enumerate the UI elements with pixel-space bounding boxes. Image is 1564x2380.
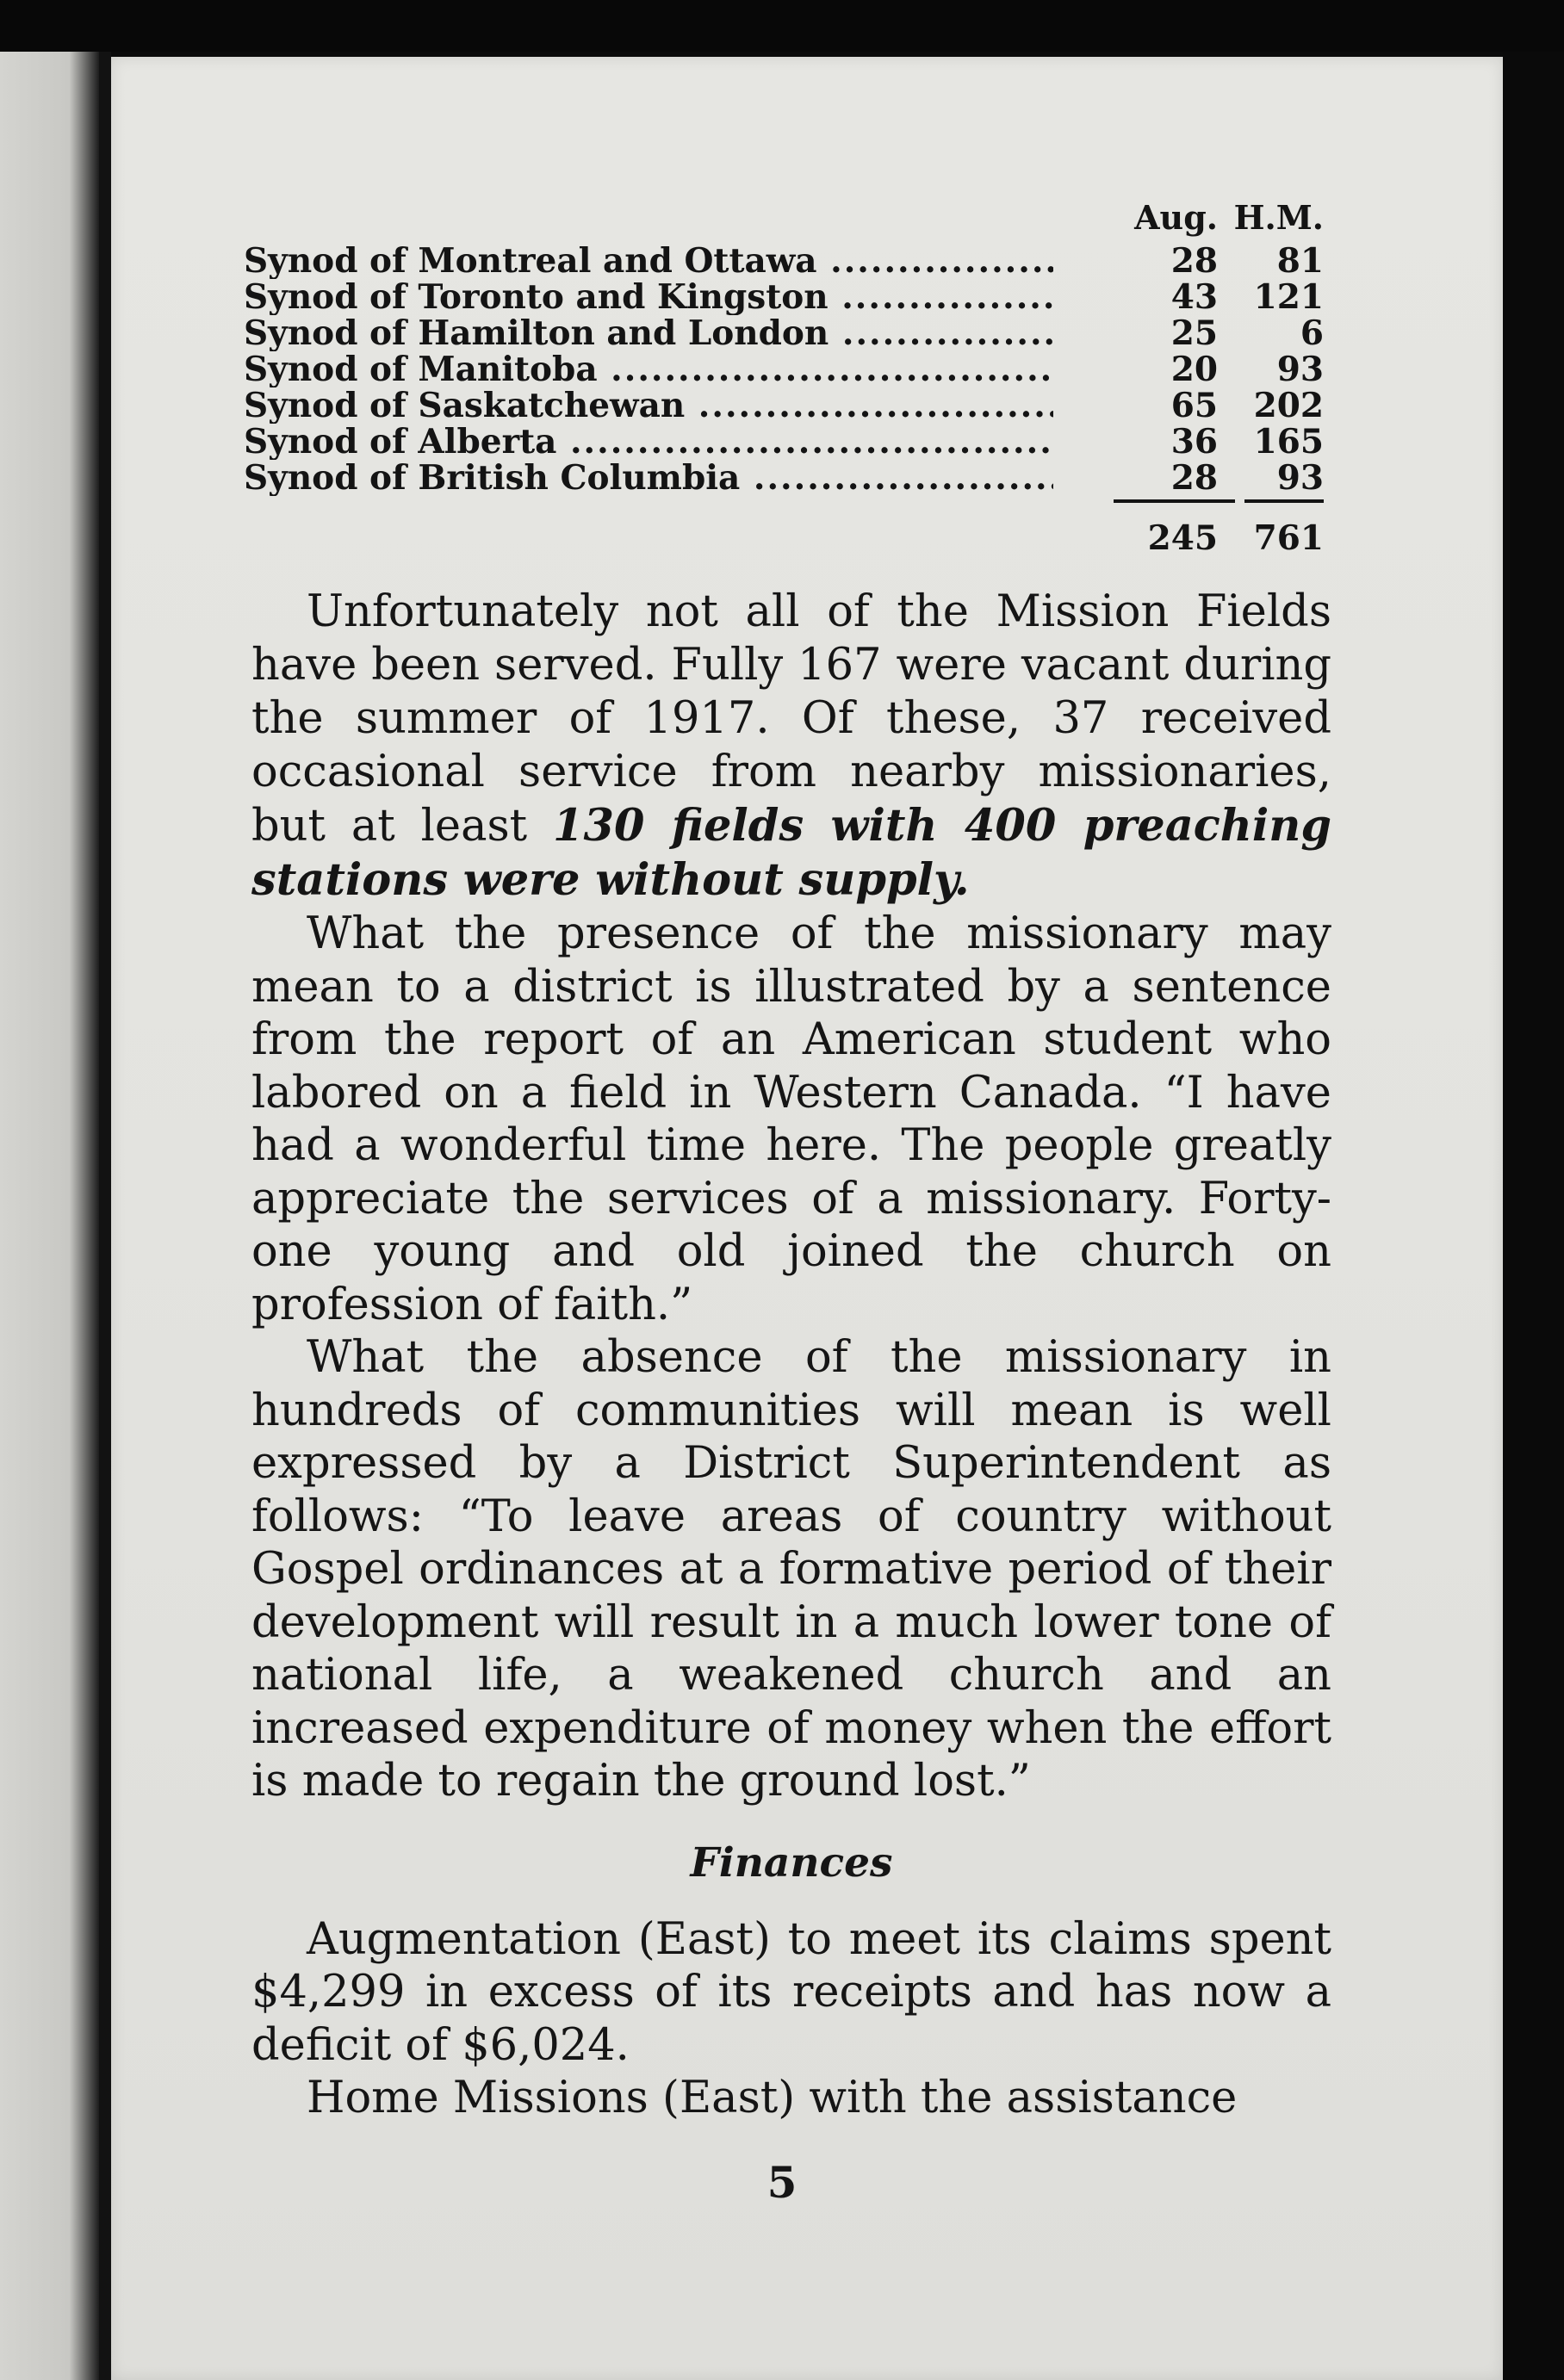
table-row <box>244 424 1324 460</box>
table-row <box>244 351 1324 387</box>
paragraph-absence: What the absence of the missionary in hundreds of communities will mean is well expressed by a District Superintendent as follows: “To leave areas of country without Gospel ordinances at a formative period of their development will result in a much lower tone of national life, a weakened church and an increased expenditure of money when the effort is made to regain the ground lost.” <box>251 1332 1331 1807</box>
paragraph-augmentation: Augmentation (East) to meet its claims spent $4,299 in excess of its receipts and has now a deficit of $6,024. <box>251 1913 1331 2071</box>
synod-name: Synod of British Columbia ..... <box>244 460 1053 496</box>
aug-total: 245 <box>1147 518 1218 558</box>
synod-name: Synod of Manitoba ..... <box>244 351 1053 387</box>
page-number: 5 <box>766 2157 798 2208</box>
table-row <box>244 387 1324 424</box>
aug-count: 28 <box>1170 241 1218 281</box>
hm-total-rule <box>1244 499 1324 503</box>
table-row <box>244 460 1324 496</box>
paragraph-vacant-fields <box>251 586 1331 908</box>
scan-right-border <box>1503 52 1564 2380</box>
synod-name: Synod of Saskatchewan ..... <box>244 387 1053 424</box>
hm-total: 761 <box>1253 518 1324 558</box>
paragraph-home-missions: Home Missions (East) with the assistance <box>307 2073 1238 2123</box>
hm-count: 6 <box>1300 313 1324 353</box>
aug-count: 36 <box>1170 422 1218 462</box>
aug-count: 65 <box>1170 386 1218 425</box>
synod-name: Synod of Montreal and Ottawa ..... <box>244 243 1053 279</box>
table-row <box>244 315 1324 351</box>
facing-page-edge <box>0 52 99 2380</box>
synod-name: Synod of Hamilton and London ..... <box>244 315 1053 351</box>
synod-name: Synod of Alberta ..... <box>244 424 1053 460</box>
hm-count: 202 <box>1253 386 1324 425</box>
hm-count: 121 <box>1253 277 1324 317</box>
column-header-hm: H.M. <box>1233 198 1324 237</box>
table-row <box>244 243 1324 279</box>
paragraph-presence: What the presence of the missionary may mean to a district is illustrated by a sentence from the report of an American student who labored on a field in Western Canada. “I have had a wonderful time here. The people greatly appreciate the services of a missionary. Forty-one young and old joined the church on profession of faith.” <box>251 908 1331 1330</box>
book-gutter <box>99 52 111 2380</box>
hm-count: 81 <box>1276 241 1324 281</box>
total-rules <box>244 496 1324 513</box>
synod-name: Synod of Toronto and Kingston ..... <box>244 279 1053 315</box>
aug-count: 20 <box>1170 350 1218 389</box>
table-header <box>244 195 1324 243</box>
aug-total-rule <box>1114 499 1235 503</box>
paragraph-text: Unfortunately not all of the Mission Fields have been served. Fully 167 were vacant during the summer of 1917. Of these, 37 received occasional service from nearby missionaries, but at least <box>251 586 1331 852</box>
hm-count: 165 <box>1253 422 1324 462</box>
totals-row <box>244 513 1324 563</box>
aug-count: 43 <box>1170 277 1218 317</box>
column-header-aug: Aug. <box>1134 198 1218 237</box>
body-text <box>251 586 1331 2125</box>
scan-top-border <box>0 0 1564 52</box>
emphasized-text: 130 fields with 400 preaching stations were without supply. <box>251 800 1331 906</box>
aug-count: 28 <box>1170 458 1218 498</box>
synod-statistics-table <box>244 195 1324 563</box>
section-heading: Finances <box>690 1838 893 1887</box>
table-row <box>244 279 1324 315</box>
aug-count: 25 <box>1170 313 1218 353</box>
hm-count: 93 <box>1276 458 1324 498</box>
hm-count: 93 <box>1276 350 1324 389</box>
